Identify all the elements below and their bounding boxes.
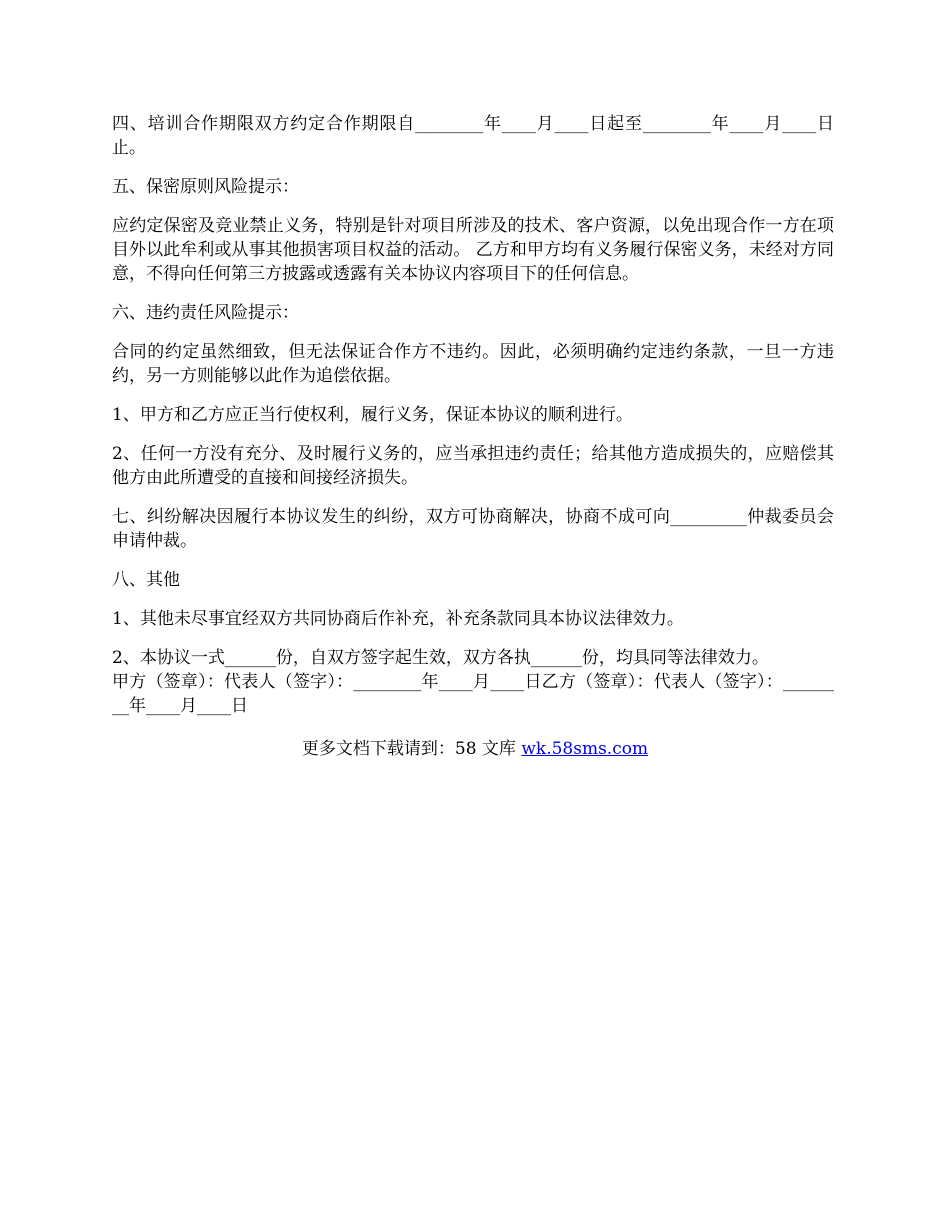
confidentiality-paragraph: 应约定保密及竞业禁止义务，特别是针对项目所涉及的技术、客户资源，以免出现合作一方在项目外以此牟利或从事其他损害项目权益的活动。 乙方和甲方均有义务履行保密义务，未经对方同意，不得向任何第三方披露或透露有关本协议内容项目下的任何信息。	[112, 216, 834, 284]
footer-link[interactable]: wk.58sms.com	[521, 739, 649, 759]
other-clause-2: 2、本协议一式______份，自双方签字起生效，双方各执______份，均具同等法律效力。	[112, 648, 769, 668]
confidentiality-heading: 五、保密原则风险提示：	[112, 177, 299, 197]
breach-clause-2: 2、任何一方没有充分、及时履行义务的，应当承担违约责任；给其他方造成损失的，应赔偿其他方由此所遭受的直接和间接经济损失。	[112, 444, 834, 488]
dispute-paragraph: 七、纠纷解决因履行本协议发生的纠纷，双方可协商解决，协商不成可向_________仲裁委员会申请仲裁。	[112, 507, 834, 551]
breach-heading: 六、违约责任风险提示：	[112, 303, 299, 323]
download-footer	[0, 737, 950, 761]
term-period-paragraph: 四、培训合作期限双方约定合作期限自________年____月____日起至________年____月____日止。	[112, 114, 834, 158]
breach-paragraph: 合同的约定虽然细致，但无法保证合作方不违约。因此，必须明确约定违约条款，一旦一方违约，另一方则能够以此作为追偿依据。	[112, 342, 834, 386]
document-body	[112, 112, 834, 733]
signature-line: 甲方（签章）：代表人（签字）：________年____月____日乙方（签章）：代表人（签字）：________年____月____日	[112, 672, 834, 716]
other-clause-1: 1、其他未尽事宜经双方共同协商后作补充，补充条款同具本协议法律效力。	[112, 609, 684, 629]
footer-text: 更多文档下载请到：58 文库	[301, 739, 522, 759]
breach-clause-1: 1、甲方和乙方应正当行使权利，履行义务，保证本协议的顺利进行。	[112, 405, 633, 425]
other-heading: 八、其他	[112, 570, 180, 590]
